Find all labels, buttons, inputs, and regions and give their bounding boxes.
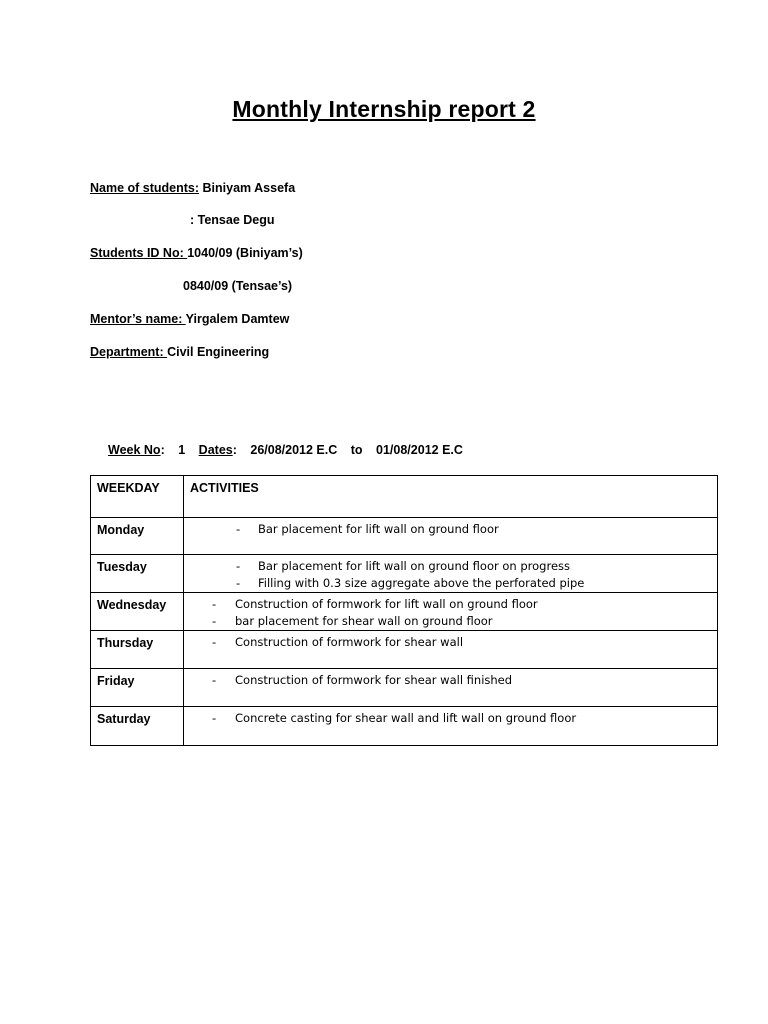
activity-text: bar placement for shear wall on ground floor [235,614,493,628]
activities-header: ACTIVITIES [184,476,718,518]
students-name-line-2 [190,213,275,227]
mentor-line [90,312,289,326]
activities-cell [184,593,718,631]
students-name-label: Name of students: [90,181,200,195]
student-id-1: 1040/09 (Biniyam’s) [187,246,303,260]
activity-item [184,710,717,727]
student-id-line-2 [183,279,292,293]
department-label: Department: [90,345,168,359]
date-from: 26/08/2012 E.C [250,443,338,457]
bullet-dash: - [236,522,241,536]
activities-cell [184,669,718,707]
weekday-cell: Wednesday [91,593,184,631]
mentor-label: Mentor’s name: [90,312,186,326]
weekday-cell: Thursday [91,631,184,669]
activity-text: Construction of formwork for shear wall [235,635,464,649]
week-line [108,443,463,457]
activity-text: Filling with 0.3 size aggregate above the perforated pipe [258,576,585,590]
department-name: Civil Engineering [167,345,270,359]
weekday-cell: Tuesday [91,555,184,593]
activity-item [184,634,717,651]
activities-cell [184,631,718,669]
activities-cell [184,707,718,746]
activity-item [184,672,717,689]
activity-item [184,558,717,575]
week-number: 1 [178,443,186,457]
to-word: to [350,443,363,457]
student-id-label: Students ID No: [90,246,188,260]
activity-text: Bar placement for lift wall on ground floor on progress [258,559,571,573]
table-row [91,707,718,746]
weekday-cell: Friday [91,669,184,707]
activity-text: Bar placement for lift wall on ground floor [258,522,499,536]
bullet-dash: - [212,711,217,725]
bullet-dash: - [212,597,217,611]
table-row [91,518,718,555]
bullet-dash: - [236,576,241,590]
date-to: 01/08/2012 E.C [376,443,463,457]
student-id-line [90,246,303,260]
department-line [90,345,269,359]
bullet-dash: - [212,635,217,649]
table-row [91,669,718,707]
weekday-cell: Monday [91,518,184,555]
table-row [91,555,718,593]
table-row [91,631,718,669]
students-name-line [90,181,295,195]
activity-text: Construction of formwork for lift wall on ground floor [235,597,538,611]
mentor-name: Yirgalem Damtew [185,312,290,326]
table-header-row [91,476,718,518]
activity-item [184,596,717,613]
student-name-2: : Tensae Degu [190,213,275,227]
page-title: Monthly Internship report 2 [232,96,536,122]
student-name-1: Biniyam Assefa [199,181,296,195]
activity-item [184,575,717,592]
bullet-dash: - [212,673,217,687]
activity-item [184,613,717,630]
dates-sep: : [232,443,237,457]
weekday-cell: Saturday [91,707,184,746]
student-id-2: 0840/09 (Tensae’s) [183,279,293,293]
activity-text: Construction of formwork for shear wall finished [235,673,513,687]
activity-item [184,521,717,538]
activities-cell [184,555,718,593]
activities-table [90,475,718,746]
activities-cell [184,518,718,555]
dates-label: Dates [198,443,233,457]
bullet-dash: - [236,559,241,573]
week-label: Week No [108,443,161,457]
week-sep: : [160,443,165,457]
table-row [91,593,718,631]
weekday-header: WEEKDAY [91,476,184,518]
bullet-dash: - [212,614,217,628]
activity-text: Concrete casting for shear wall and lift wall on ground floor [235,711,577,725]
